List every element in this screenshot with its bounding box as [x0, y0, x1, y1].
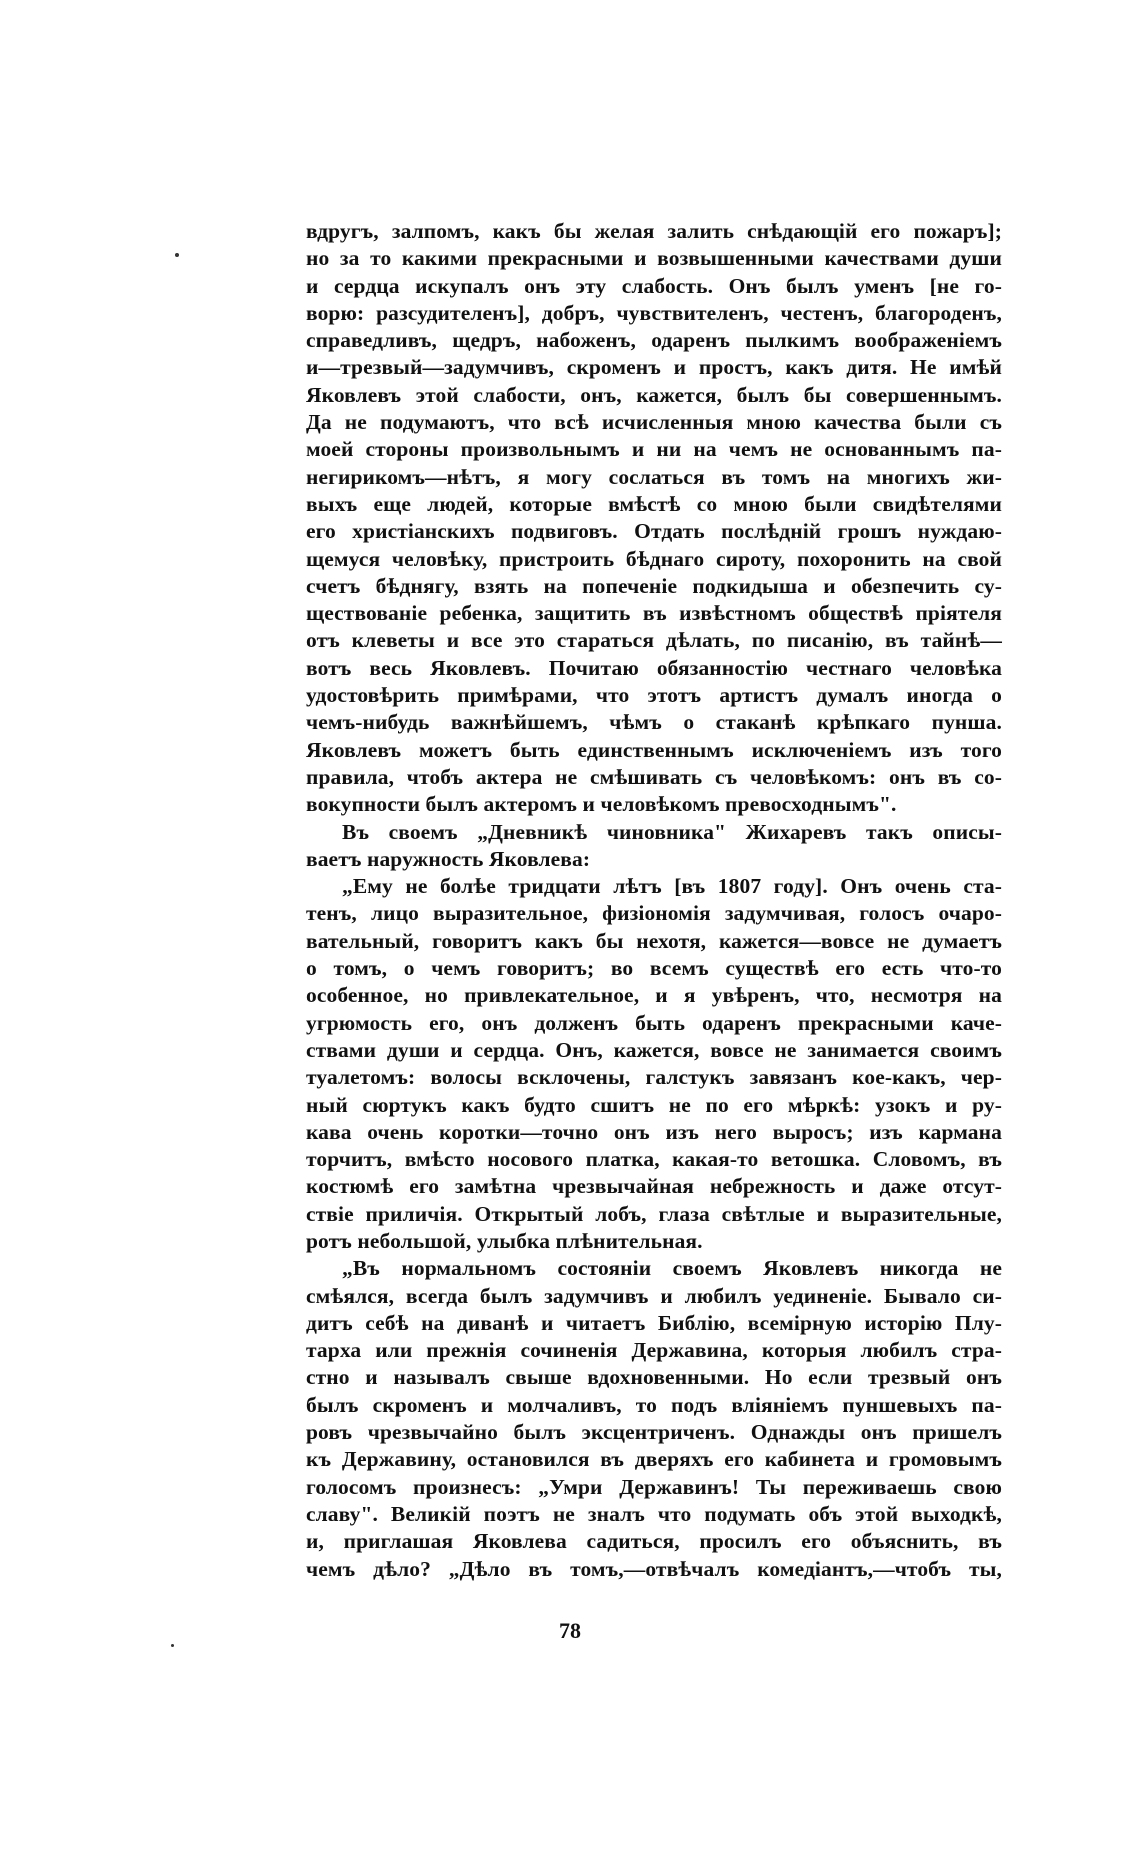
text-line: кава очень коротки—точно онъ изъ него выросъ; изъ кармана	[306, 1119, 1002, 1144]
text-line: ровъ чрезвычайно былъ эксцентриченъ. Однажды онъ пришелъ	[306, 1420, 1002, 1445]
print-speck	[175, 253, 179, 257]
text-line: дитъ себѣ на диванѣ и читаетъ Библію, всемірную исторію Плу-	[306, 1310, 1002, 1335]
main-text	[306, 218, 1002, 1583]
text-line: вотъ весь Яковлевъ. Почитаю обязанностію честнаго человѣка	[306, 655, 1002, 680]
text-line: ворю: разсудителенъ], добръ, чувствителенъ, честенъ, благороденъ,	[306, 300, 1002, 325]
text-line: ществованіе ребенка, защитить въ извѣстномъ обществѣ пріятеля	[306, 601, 1002, 626]
text-line: торчитъ, вмѣсто носового платка, какая-то ветошка. Словомъ, въ	[306, 1147, 1002, 1172]
text-line: „Ему не болѣе тридцати лѣтъ [въ 1807 году]. Онъ очень ста-	[342, 874, 1002, 899]
text-line: славу". Великій поэтъ не зналъ что подумать объ этой выходкѣ,	[306, 1501, 1002, 1526]
text-line: о томъ, о чемъ говоритъ; во всемъ существѣ его есть что-то	[306, 956, 1002, 981]
text-line: былъ скроменъ и молчаливъ, то подъ вліяніемъ пуншевыхъ па-	[306, 1392, 1002, 1417]
text-line: его христіанскихъ подвиговъ. Отдать послѣдній грошъ нуждаю-	[306, 519, 1002, 544]
text-line: выхъ еще людей, которые вмѣстѣ со мною были свидѣтелями	[306, 491, 1002, 516]
text-line: Да не подумаютъ, что всѣ исчисленныя мною качества были съ	[306, 410, 1002, 435]
text-line: и—трезвый—задумчивъ, скроменъ и простъ, какъ дитя. Не имѣй	[306, 355, 1002, 380]
text-line: правила, чтобъ актера не смѣшивать съ человѣкомъ: онъ въ со-	[306, 764, 1002, 789]
text-line: ствами души и сердца. Онъ, кажется, вовсе не занимается своимъ	[306, 1037, 1002, 1062]
text-line: удостовѣрить примѣрами, что этотъ артистъ думалъ иногда о	[306, 683, 1002, 708]
text-line: и, приглашая Яковлева садиться, просилъ его объяснить, въ	[306, 1529, 1002, 1554]
text-line: „Въ нормальномъ состояніи своемъ Яковлевъ никогда не	[342, 1256, 1002, 1281]
text-line: особенное, но привлекательное, и я увѣренъ, что, несмотря на	[306, 983, 1002, 1008]
text-line: голосомъ произнесъ: „Умри Державинъ! Ты переживаешь свою	[306, 1474, 1002, 1499]
text-line: чемъ-нибудь важнѣйшемъ, чѣмъ о стаканѣ крѣпкаго пунша.	[306, 710, 1002, 735]
text-line: чемъ дѣло? „Дѣло въ томъ,—отвѣчалъ комедіантъ,—чтобъ ты,	[306, 1556, 1002, 1581]
text-line: но за то какими прекрасными и возвышенными качествами души	[306, 246, 1002, 271]
page-number: 78	[559, 1618, 581, 1643]
text-line: справедливъ, щедръ, набоженъ, одаренъ пылкимъ воображеніемъ	[306, 328, 1002, 353]
text-line: счетъ бѣднягу, взять на попеченіе подкидыша и обезпечить су-	[306, 573, 1002, 598]
text-line: смѣялся, всегда былъ задумчивъ и любилъ уединеніе. Бывало си-	[306, 1283, 1002, 1308]
text-line: отъ клеветы и все это стараться дѣлать, по писанію, въ тайнѣ—	[306, 628, 1002, 653]
text-line: вдругъ, залпомъ, какъ бы желая залить снѣдающій его пожаръ];	[306, 219, 1002, 243]
text-line: ваетъ наружность Яковлева:	[306, 846, 591, 871]
text-line: вательный, говоритъ какъ бы нехотя, кажется—вовсе не думаетъ	[306, 928, 1002, 953]
text-line: моей стороны произвольнымъ и ни на чемъ не основаннымъ па-	[306, 437, 1002, 462]
text-line: щемуся человѣку, пристроить бѣднаго сироту, похоронить на свой	[306, 546, 1002, 571]
print-speck	[171, 1644, 174, 1647]
text-line: стно и называлъ свыше вдохновенными. Но если трезвый онъ	[306, 1365, 1002, 1390]
text-line: Въ своемъ „Дневникѣ чиновника" Жихаревъ такъ описы-	[342, 819, 1002, 844]
text-line: тенъ, лицо выразительное, физіономія задумчивая, голосъ очаро-	[306, 901, 1002, 926]
text-line: тарха или прежнія сочиненія Державина, которыя любилъ стра-	[306, 1338, 1002, 1363]
text-line: Яковлевъ можетъ быть единственнымъ исключеніемъ изъ того	[306, 737, 1002, 762]
text-line: негирикомъ—нѣтъ, я могу сослаться въ томъ на многихъ жи-	[306, 464, 1002, 489]
text-line: ствіе приличія. Открытый лобъ, глаза свѣтлые и выразительные,	[306, 1201, 1002, 1226]
text-line: къ Державину, остановился въ дверяхъ его кабинета и громовымъ	[306, 1447, 1002, 1472]
text-line: ротъ небольшой, улыбка плѣнительная.	[306, 1228, 703, 1253]
text-line: туалетомъ: волосы всклочены, галстукъ завязанъ кое-какъ, чер-	[306, 1065, 1002, 1090]
text-line: Яковлевъ этой слабости, онъ, кажется, былъ бы совершеннымъ.	[306, 382, 1002, 407]
text-line: угрюмость его, онъ долженъ быть одаренъ прекрасными каче-	[306, 1010, 1002, 1035]
text-line: ный сюртукъ какъ будто сшитъ не по его мѣркѣ: узокъ и ру-	[306, 1092, 1002, 1117]
text-line: вокупности былъ актеромъ и человѣкомъ превосходнымъ".	[306, 792, 897, 817]
text-line: и сердца искупалъ онъ эту слабость. Онъ былъ уменъ [не го-	[306, 273, 1002, 298]
text-line: костюмѣ его замѣтна чрезвычайная небрежность и даже отсут-	[306, 1174, 1002, 1199]
